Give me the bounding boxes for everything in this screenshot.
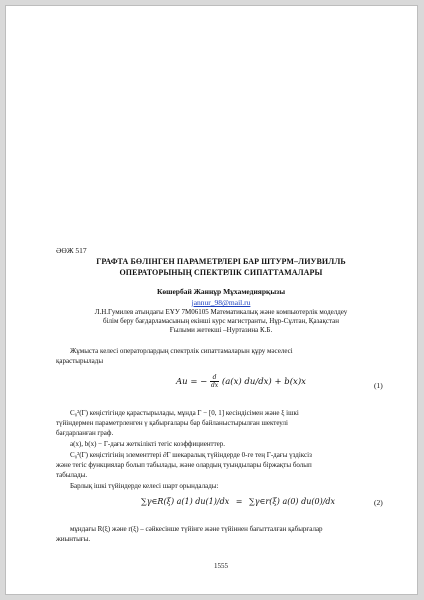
body-line-8: Барлық ішкі түйіндерде келесі шарт орындалады:: [70, 482, 219, 490]
equation-2-right: ∑γ∈r(ξ) a(0) du(0)/dx: [249, 497, 336, 506]
intro-line-2: қарастырылады: [56, 357, 104, 365]
equation-2-equals: =: [235, 497, 243, 506]
author-email-row: [56, 298, 386, 307]
paper-title-line-2: ОПЕРАТОРЫНЫҢ СПЕКТРЛІК СИПАТТАМАЛАРЫ: [119, 268, 323, 277]
body-line-5: C₀²(Γ) кеңістігінің элементтері ∂Γ шекаралық түйіндерде 0-ге тең Γ-дағы үздіксіз: [70, 451, 312, 459]
equation-1-fraction: d dx: [210, 374, 219, 389]
body-line-4: a(x), b(x) − Γ-дағы жеткілікті тегіс коэффициенттер.: [70, 440, 226, 448]
equation-1: [176, 374, 346, 389]
equation-2-number: (2): [374, 498, 383, 507]
equation-1-lhs: Au = −: [176, 377, 208, 387]
paper-title-line-1: ГРАФТА БӨЛІНГЕН ПАРАМЕТРЛЕРІ БАР ШТУРМ–ЛИУВИЛЛЬ: [96, 257, 346, 266]
body-line-7: табылады.: [56, 471, 88, 479]
equation-1-rest: (a(x) du/dx) + b(x)x: [221, 377, 306, 387]
equation-2: [141, 497, 371, 506]
author-name: Көшербай Жаннұр Мұхамедиярқызы: [156, 287, 286, 296]
body-line-6: және тегіс функциялар болып табылады, және олардың туындылары біржақты болып: [56, 461, 312, 469]
document-page: [5, 5, 418, 595]
equation-1-number: (1): [374, 381, 383, 390]
body-line-9: мұндағы R(ξ) және r(ξ) – сәйкесінше түйінге және түйіннен бағытталған қабырғалар: [70, 525, 323, 533]
body-line-1: C₀²(Γ) кеңістігінде қарастырылады, мұнда Γ − [0, 1] кесіндісімен және ξ ішкі: [70, 409, 299, 417]
affiliation-line-3: Ғылыми жетекші –Нуртазина К.Б.: [169, 326, 273, 334]
body-line-3: бағдарланған граф.: [56, 429, 114, 437]
affiliation-line-2: білім беру бағдарламасының екінші курс магистранты, Нұр-Сұлтан, Қазақстан: [103, 317, 339, 325]
author-email-link[interactable]: jannur_98@mail.ru: [191, 298, 251, 307]
equation-2-left: ∑γ∈R(ξ) a(1) du(1)/dx: [141, 497, 230, 506]
affiliation-line-1: Л.Н.Гумилев атындағы ЕҰУ 7М06105 Математикалық және компьютерлік моделдеу: [94, 308, 348, 316]
page-number: 1555: [214, 562, 228, 570]
body-line-2: түйіндермен параметрленген γ қабырғалары бар байланыстырылған шектеулі: [56, 419, 288, 427]
body-line-10: жиынтығы.: [56, 535, 91, 543]
intro-line-1: Жұмыста келесі операторлардың спектрлік сипаттамаларын құру мәселесі: [70, 347, 293, 355]
udk-code: ӘӨЖ 517: [56, 246, 87, 255]
